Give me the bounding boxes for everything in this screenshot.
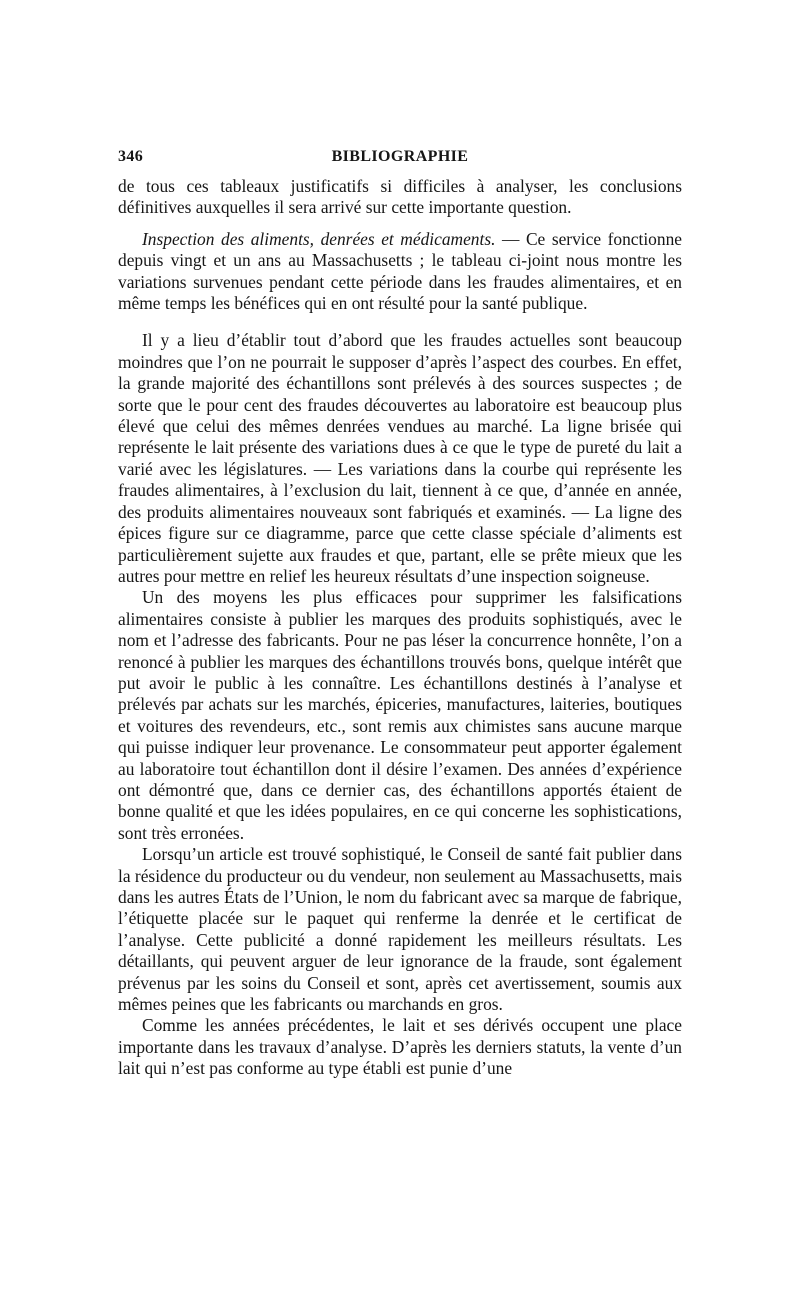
paragraph-inspection: [118, 229, 682, 315]
running-head: [118, 148, 682, 176]
paragraph-fraudes: Il y a lieu d’établir tout d’abord que les fraudes actuelles sont beaucoup moindres que l’on ne pourrait le supposer d’après l’aspect des courbes. En effet, la grande majorité des échantillons sont prélevés à des sources suspectes ; de sorte que le pour cent des fraudes découvertes au laboratoire est beaucoup plus élevé que celui des mêmes denrées vendues au marché. La ligne brisée qui représente le lait présente des variations dues à ce que le type de pureté du lait a varié avec les législatures. — Les variations dans la courbe qui représente les fraudes alimentaires, à l’exclusion du lait, tiennent à ce que, d’année en année, des produits alimentaires nouveaux sont fabriqués et examinés. — La ligne des épices figure sur ce diagramme, parce que cette classe spéciale d’aliments est particulièrement sujette aux fraudes et que, partant, elle se prête mieux que les autres pour mettre en relief les heureux résultats d’une inspection soigneuse.: [118, 330, 682, 586]
running-title: BIBLIOGRAPHIE: [331, 148, 469, 165]
paragraph-inspection-text: — Ce service fonctionne depuis vingt et un ans au Massachusetts ; le tableau ci-joint nous montre les variations survenues pendant cette période dans les fraudes alimentaires, et en même temps les bénéfices qui en ont résulté pour la santé publique.: [118, 228, 682, 314]
paragraph-continuation: de tous ces tableaux justificatifs si difficiles à analyser, les conclusions définitives auxquelles il sera arrivé sur cette importante question.: [118, 176, 682, 218]
page-number: 346: [118, 148, 144, 165]
book-page: [118, 148, 682, 1080]
paragraph-lait: Comme les années précédentes, le lait et ses dérivés occupent une place importante dans les travaux d’analyse. D’après les derniers statuts, la vente d’un lait qui n’est pas conforme au type établi est punie d’une: [118, 1015, 682, 1079]
paragraph-publication: Lorsqu’un article est trouvé sophistiqué, le Conseil de santé fait publier dans la résidence du producteur ou du vendeur, non seulement au Massachusetts, mais dans les autres États de l’Union, le nom du fabricant avec sa marque de fabrique, l’étiquette placée sur le paquet qui renferme la denrée et le certificat de l’analyse. Cette publicité a donné rapidement les meilleurs résultats. Les détaillants, qui peuvent arguer de leur ignorance de la fraude, sont également prévenus par les soins du Conseil et sont, après cet avertissement, soumis aux mêmes peines que les fabricants ou marchands en gros.: [118, 844, 682, 1015]
paragraph-moyens: Un des moyens les plus efficaces pour supprimer les falsifications alimentaires consiste à publier les marques des produits sophistiqués, avec le nom et l’adresse des fabricants. Pour ne pas léser la concurrence honnête, l’on a renoncé à publier les marques des échantillons trouvés bons, quelque intérêt que put avoir le public à les connaître. Les échantillons destinés à l’analyse et prélevés par achats sur les marchés, épiceries, manufactures, laiteries, boutiques et voitures des revendeurs, etc., sont remis aux chimistes sans aucune marque qui puisse indiquer leur provenance. Le consommateur peut apporter également au laboratoire tout échantillon dont il désire l’examen. Des années d’expérience ont démontré que, dans ce dernier cas, des échantillons apportés étaient de bonne qualité et que les idées populaires, en ce qui concerne les sophistications, sont très erronées.: [118, 587, 682, 843]
section-lead-italic: Inspection des aliments, denrées et médicaments.: [142, 228, 496, 249]
